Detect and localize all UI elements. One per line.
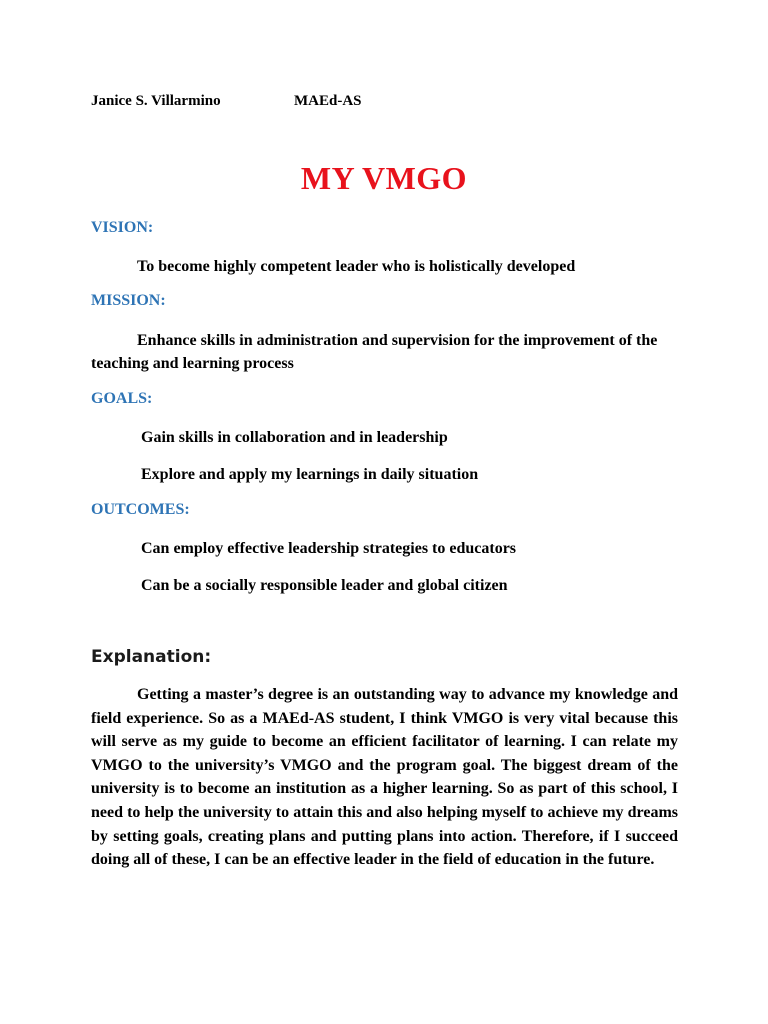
vision-heading: VISION:: [91, 219, 154, 236]
goal-item: Gain skills in collaboration and in leadership: [141, 429, 448, 446]
page-title: MY VMGO: [300, 160, 468, 196]
outcomes-heading: OUTCOMES:: [91, 501, 190, 518]
mission-heading: MISSION:: [91, 292, 166, 309]
goals-heading: GOALS:: [91, 390, 153, 407]
goal-item: Explore and apply my learnings in daily situation: [141, 466, 479, 483]
vision-text: To become highly competent leader who is holistically developed: [137, 258, 576, 275]
author-name: Janice S. Villarmino: [91, 93, 221, 109]
program-name: MAEd-AS: [294, 93, 362, 109]
explanation-paragraph: Getting a master’s degree is an outstanding way to advance my knowledge and field experience. So as a MAEd-AS student, I think VMGO is very vital because this will serve as my guide to become an efficient facilitator of learning. I can relate my VMGO to the university’s VMGO and the program goal. The biggest dream of the university is to become an institution as a higher learning. So as part of this school, I need to help the university to attain this and also helping myself to achieve my dreams by setting goals, creating plans and putting plans into action. Therefore, if I succeed doing all of these, I can be an effective leader in the field of education in the future.: [91, 686, 678, 869]
outcome-item: Can employ effective leadership strategies to educators: [141, 540, 517, 557]
outcome-item: Can be a socially responsible leader and global citizen: [141, 577, 508, 594]
explanation-heading: Explanation:: [91, 647, 212, 667]
mission-text: Enhance skills in administration and supervision for the improvement of the teaching and learning process: [91, 332, 658, 372]
